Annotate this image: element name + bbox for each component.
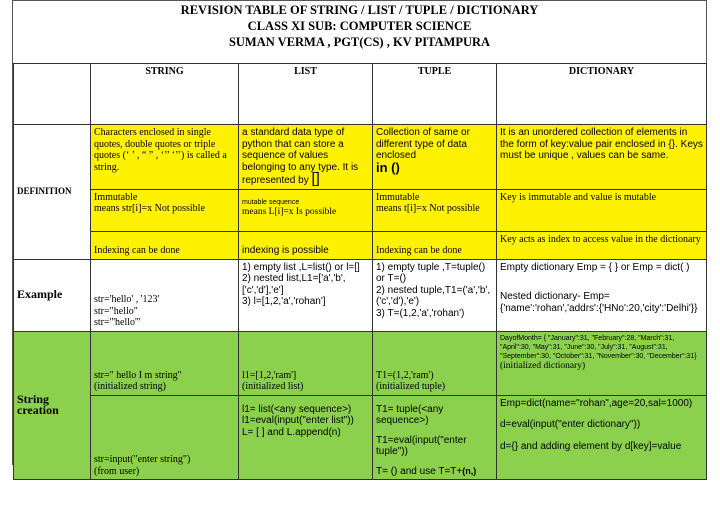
column-header-tuple: TUPLE (373, 64, 497, 125)
list-creation-initialized (239, 331, 373, 395)
dictionary-examples (497, 259, 707, 331)
column-header-string: STRING (91, 64, 239, 125)
list-creation-methods (239, 395, 373, 480)
tuple-creation-note: (initialized tuple) (376, 381, 446, 392)
tuple-mutability (373, 189, 497, 231)
document-header (13, 1, 706, 64)
string-definition: Characters enclosed in single quotes, double quotes or triple quotes (‘ ’ , “ ” , ‘’’ ‘’’) is called a string. (91, 125, 239, 190)
dictionary-creation-code: DayofMonth= { "January":31, "February":28, "March":31, "April":30, "May":31, "June":30, "July":31, "August":31, "September":30, "October":31, "November":30, "December":31} (500, 334, 697, 360)
tuple-method-3-text: T= () and use T=T+ (376, 465, 463, 477)
tuple-method-3-suffix: (n,) (462, 465, 477, 476)
revision-table (13, 63, 707, 480)
list-example-3: 3) l=[1,2,'a','rohan'] (242, 296, 326, 307)
list-definition (239, 125, 373, 190)
tuple-creation-initialized (373, 331, 497, 395)
column-header-row (14, 64, 707, 125)
list-examples (239, 259, 373, 331)
tuple-immutable-note: means t[i]=x Not possible (376, 203, 480, 214)
tuple-paren-symbol: in () (376, 159, 400, 175)
dictionary-example-1: Empty dictionary Emp = { } or Emp = dict( ) (500, 261, 690, 273)
definition-row-3 (14, 231, 707, 259)
revision-sheet (12, 0, 707, 477)
dictionary-example-2: Nested dictionary- Emp={'name':'rohan','addrs':{'HNo':20,'city':'Delhi'}} (500, 291, 698, 314)
string-creation-note: (initialized string) (94, 381, 166, 392)
tuple-immutable-label: Immutable (376, 191, 420, 203)
tuple-creation-methods (373, 395, 497, 480)
definition-row-1 (14, 125, 707, 190)
dictionary-method-2: d=eval(input("enter dictionary")) (500, 419, 641, 430)
list-creation-note: (initialized list) (242, 381, 304, 392)
corner-cell (14, 64, 91, 125)
row-label-example: Example (14, 259, 91, 331)
list-mutable-label: mutable sequence (242, 198, 300, 206)
dictionary-method-1: Emp=dict(name="rohan",age=20,sal=1000) (500, 397, 693, 409)
row-label-definition: DEFINITION (14, 125, 91, 260)
tuple-examples (373, 259, 497, 331)
row-label-creation: String creation (14, 331, 91, 480)
creation-row-1 (14, 331, 707, 395)
string-mutability (91, 189, 239, 231)
string-example-2: str="hello" (94, 305, 138, 317)
string-example-1: str='hello' , '123' (94, 294, 160, 305)
list-mutability (239, 189, 373, 231)
list-example-1: 1) empty list ,L=list() or l=[] (242, 261, 360, 273)
dictionary-creation-initialized (497, 331, 707, 395)
class-subject-line: CLASS XI SUB: COMPUTER SCIENCE (247, 19, 472, 33)
string-example-3: str='''hello''' (94, 317, 141, 328)
column-header-list: LIST (239, 64, 373, 125)
tuple-indexing: Indexing can be done (373, 231, 497, 259)
string-creation-initialized (91, 331, 239, 395)
dictionary-definition: It is an unordered collection of elements in the form of key:value pair enclosed in {}. Keys must be unique , values can be same. (497, 125, 707, 190)
list-method-1: l1= list(<any sequence>) (242, 403, 352, 415)
string-immutable-label: Immutable (94, 191, 138, 203)
list-mutable-note: means L[i]=x Is possible (242, 206, 337, 217)
title-line: REVISION TABLE OF STRING / LIST / TUPLE / DICTIONARY (180, 3, 539, 17)
example-row (14, 259, 707, 331)
creation-row-2 (14, 395, 707, 480)
list-definition-text: a standard data type of python that can store a sequence of values belonging to any type. It is represented by (242, 127, 359, 186)
string-input-note: (from user) (94, 465, 140, 477)
tuple-method-2: T1=eval(input("enter tuple")) (376, 434, 467, 457)
dictionary-method-3: d={} and adding element by d[key]=value (500, 440, 682, 452)
tuple-method-1: T1= tuple(<any sequence>) (376, 403, 444, 426)
dictionary-mutability: Key is immutable and value is mutable (497, 189, 707, 231)
string-input-code: str=input("enter string") (94, 454, 191, 465)
column-header-dictionary: DICTIONARY (497, 64, 707, 125)
tuple-definition-text: Collection of same or different type of data enclosed (376, 127, 470, 161)
dictionary-creation-methods (497, 395, 707, 480)
string-immutable-note: means str[i]=x Not possible (94, 203, 205, 214)
tuple-example-2: 2) nested tuple,T1=('a','b',('c','d'),'e') (376, 284, 491, 307)
dictionary-creation-note: (initialized dictionary) (500, 360, 586, 371)
list-method-3: L= [ ] and L.append(n) (242, 426, 341, 438)
string-creation-input (91, 395, 239, 480)
tuple-creation-code: T1=(1,2,'ram') (376, 369, 434, 381)
list-creation-code: l1=[1,2,'ram'] (242, 369, 297, 381)
definition-row-2 (14, 189, 707, 231)
list-method-2: l1=eval(input("enter list")) (242, 415, 354, 426)
list-indexing: indexing is possible (239, 231, 373, 259)
tuple-example-3: 3) T=(1,2,'a','rohan') (376, 307, 465, 319)
dictionary-indexing: Key acts as index to access value in the dictionary (497, 231, 707, 259)
tuple-example-1: 1) empty tuple ,T=tuple() or T=() (376, 261, 486, 284)
author-line: SUMAN VERMA , PGT(CS) , KV PITAMPURA (228, 35, 491, 49)
string-examples (91, 259, 239, 331)
list-example-2: 2) nested list,L1=['a','b',['c','d'],'e'] (242, 273, 346, 296)
list-bracket-symbol: [] (311, 170, 320, 187)
string-indexing: Indexing can be done (91, 231, 239, 259)
string-creation-code: str=" hello I m string" (94, 369, 182, 381)
tuple-method-3 (376, 466, 493, 478)
tuple-definition (373, 125, 497, 190)
